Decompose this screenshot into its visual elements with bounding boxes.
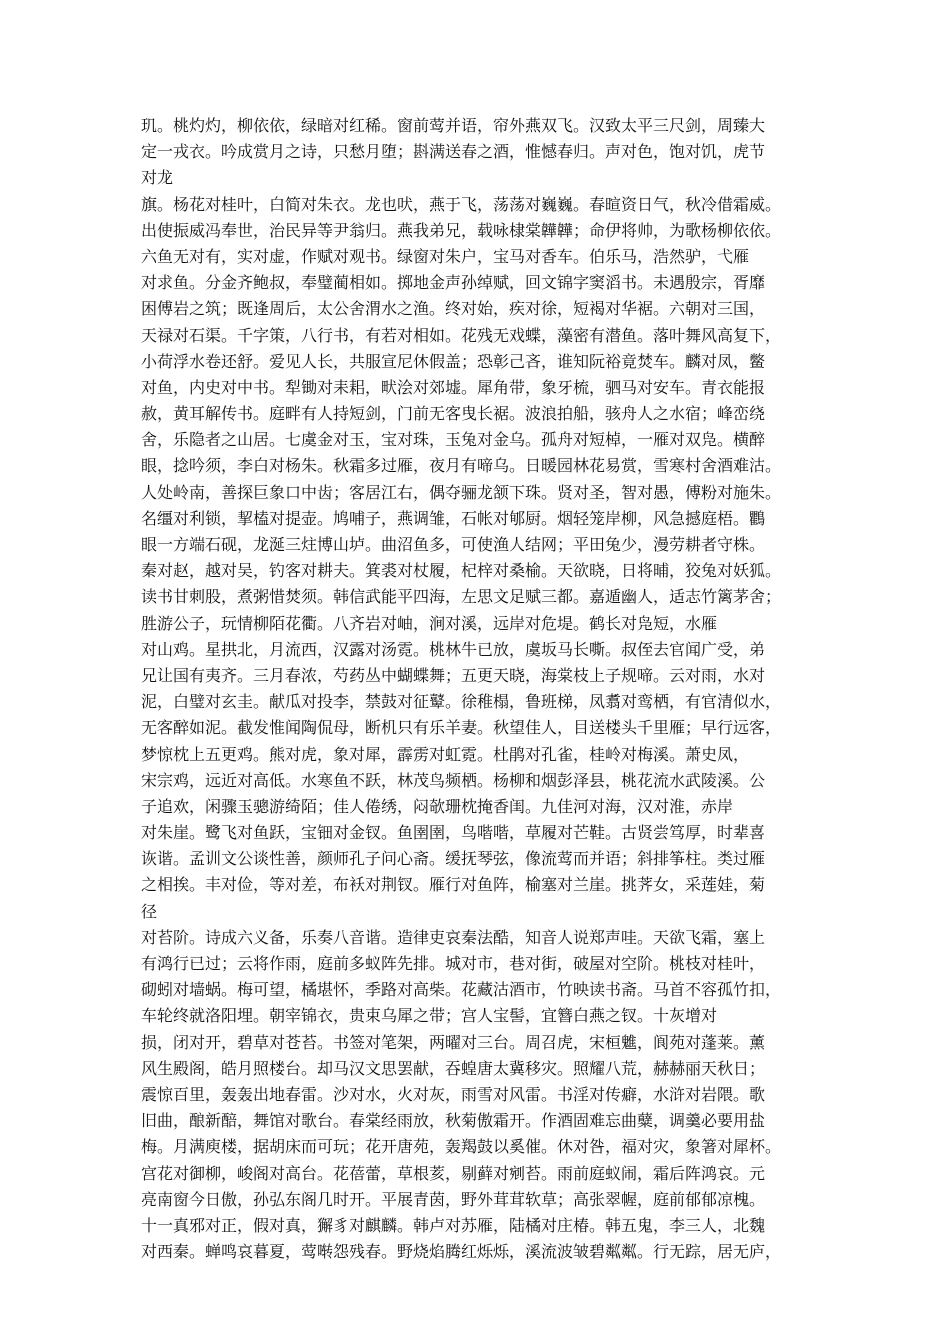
text-line: 读书甘刺股，煮粥惜焚须。韩信武能平四海，左思文足赋三都。嘉遁幽人，适志竹篱茅舍； bbox=[141, 587, 782, 607]
text-line: 眼，捻吟须，李白对杨朱。秋霜多过雁，夜月有啼乌。日暖园林花易赏，雪寒村舍酒难沽。 bbox=[141, 456, 782, 476]
text-line: 人处岭南，善探巨象口中齿；客居江右，偶夺骊龙颔下珠。贤对圣，智对愚，傅粉对施朱。 bbox=[141, 482, 782, 502]
text-line: 十一真邪对正，假对真，獬豸对麒麟。韩卢对苏雁，陆橘对庄椿。韩五鬼，李三人，北魏 bbox=[141, 1215, 766, 1235]
text-line: 亮南窗今日傲，孙弘东阁几时开。平展青茵，野外茸茸软草；高张翠幄，庭前郁郁凉槐。 bbox=[141, 1189, 766, 1209]
text-line: 损，闭对开，碧草对苍苔。书签对笔架，两曜对三台。周召虎，宋桓魋，阆苑对蓬莱。薰 bbox=[141, 1032, 766, 1052]
text-line: 定一戎衣。吟成赏月之诗，只愁月堕；斟满送春之酒，惟憾春归。声对色，饱对饥，虎节 bbox=[141, 142, 766, 162]
text-line: 秦对赵，越对吴，钓客对耕夫。箕裘对杖履，杞梓对桑榆。天欲晓，日将晡，狡兔对妖狐。 bbox=[141, 561, 782, 581]
text-line: 梅。月满庾楼，据胡床而可玩；花开唐苑，轰羯鼓以奚催。休对咎，福对灾，象箸对犀杯。 bbox=[141, 1137, 782, 1157]
text-line: 舍，乐隐者之山居。七虞金对玉，宝对珠，玉兔对金乌。孤舟对短棹，一雁对双凫。横醉 bbox=[141, 430, 766, 450]
text-line: 无客醉如泥。截发惟闻陶侃母，断机只有乐羊妻。秋望佳人，目送楼头千里雁；早行远客， bbox=[141, 718, 782, 738]
text-line: 诙谐。孟训文公谈性善，颜师孔子问心斋。缓抚琴弦，像流莺而并语；斜排筝柱。类过雁 bbox=[141, 849, 766, 869]
text-line: 六鱼无对有，实对虚，作赋对观书。绿窗对朱户，宝马对香车。伯乐马，浩然驴，弋雁 bbox=[141, 246, 750, 266]
text-line: 胜游公子，玩情柳陌花衢。八齐岩对岫，涧对溪，远岸对危堤。鹤长对凫短，水雁 bbox=[141, 613, 718, 633]
text-line: 砌蚓对墙蜗。梅可望，橘堪怀，季路对高柴。花藏沽酒市，竹映读书斋。马首不容孤竹扣， bbox=[141, 980, 782, 1000]
text-line: 宫花对御柳，峻阁对高台。花蓓蕾，草根荄，剔藓对剜苔。雨前庭蚁闹，霜后阵鸿哀。元 bbox=[141, 1163, 766, 1183]
text-line: 困傅岩之筑；既逢周后，太公舍渭水之渔。终对始，疾对徐，短褐对华裾。六朝对三国， bbox=[141, 299, 766, 319]
text-line: 小荷浮水卷还舒。爱见人长，共服宣尼休假盖；恐彰己吝，谁知阮裕竟焚车。麟对凤，鳖 bbox=[141, 351, 766, 371]
text-line: 旧曲，酿新醅，舞馆对歌台。春棠经雨放，秋菊傲霜开。作酒固难忘曲糵，调羹必要用盐 bbox=[141, 1111, 766, 1131]
text-line: 宋宗鸡，远近对高低。水寒鱼不跃，林茂鸟频栖。杨柳和烟彭泽县，桃花流水武陵溪。公 bbox=[141, 770, 766, 790]
text-line: 赦，黄耳解传书。庭畔有人持短剑，门前无客曳长裾。波浪拍船，骇舟人之水宿；峰峦绕 bbox=[141, 404, 766, 424]
text-line: 兄让国有夷齐。三月春浓，芍药丛中蝴蝶舞；五更天晓，海棠枝上子规啼。云对雨，水对 bbox=[141, 665, 766, 685]
text-line: 对西秦。蝉鸣哀暮夏，莺啭怨残春。野烧焰腾红烁烁，溪流波皱碧粼粼。行无踪，居无庐， bbox=[141, 1242, 782, 1262]
text-line: 旗。杨花对桂叶，白简对朱衣。龙也吠，燕于飞，荡荡对巍巍。春暄资日气，秋冷借霜威。 bbox=[141, 194, 782, 214]
text-line: 对鱼，内史对中书。犁锄对耒耜，畎浍对郊墟。犀角带，象牙梳，驷马对安车。青衣能报 bbox=[141, 377, 766, 397]
text-line: 泥，白璧对玄圭。献瓜对投李，禁鼓对征鼙。徐稚榻，鲁班梯，凤翥对鸾栖，有官清似水， bbox=[141, 692, 782, 712]
text-line: 径 bbox=[141, 901, 158, 921]
text-block bbox=[141, 113, 831, 1265]
text-line: 名缰对利锁，挈榼对提壶。鸠哺子，燕调雏，石帐对郇厨。烟轻笼岸柳，风急撼庭梧。鸜 bbox=[141, 508, 766, 528]
text-line: 梦惊枕上五更鸡。熊对虎，象对犀，霹雳对虹霓。杜鹃对孔雀，桂岭对梅溪。萧史凤， bbox=[141, 744, 750, 764]
text-line: 对山鸡。星拱北，月流西，汉露对汤霓。桃林牛已放，虞坂马长嘶。叔侄去官闻广受，弟 bbox=[141, 639, 766, 659]
text-line: 天禄对石渠。千字策，八行书，有若对相如。花残无戏蝶，藻密有潜鱼。落叶舞风高复下， bbox=[141, 325, 782, 345]
text-line: 震惊百里，轰轰出地春雷。沙对水，火对灰，雨雪对风雷。书淫对传癖，水浒对岩隈。歌 bbox=[141, 1084, 766, 1104]
text-line: 出使振威冯奉世，治民异等尹翁归。燕我弟兄，载咏棣棠韡韡；命伊将帅，为歌杨柳依依。 bbox=[141, 220, 782, 240]
text-line: 风生殿阁，皓月照楼台。却马汉文思罢献，吞蝗唐太冀移灾。照耀八荒，赫赫丽天秋日； bbox=[141, 1058, 766, 1078]
text-line: 之相挨。丰对俭，等对差，布袄对荆钗。雁行对鱼阵，榆塞对兰崖。挑荠女，采莲娃，菊 bbox=[141, 875, 766, 895]
text-line: 眼一方端石砚，龙涎三炷博山垆。曲沼鱼多，可使渔人结网；平田兔少，漫劳耕者守株。 bbox=[141, 535, 766, 554]
text-line: 有鸿行已过；云将作雨，庭前多蚁阵先排。城对市，巷对街，破屋对空阶。桃枝对桂叶， bbox=[141, 954, 766, 973]
text-line: 子追欢，闲骤玉骢游绮陌；佳人倦绣，闷欹珊枕掩香闺。九佳河对海，汉对淮，赤岸 bbox=[141, 796, 734, 816]
text-line: 对龙 bbox=[141, 168, 174, 188]
text-line: 对苔阶。诗成六义备，乐奏八音谐。造律吏哀秦法酷，知音人说郑声哇。天欲飞霜，塞上 bbox=[141, 927, 766, 947]
text-line: 玑。桃灼灼，柳依依，绿暗对红稀。窗前莺并语，帘外燕双飞。汉致太平三尺剑，周臻大 bbox=[141, 116, 766, 135]
text-line: 对求鱼。分金齐鲍叔，奉璧蔺相如。掷地金声孙绰赋，回文锦字窦滔书。未遇殷宗，胥靡 bbox=[141, 273, 766, 293]
text-line: 车轮终就洛阳埋。朝宰锦衣，贵束乌犀之带；宫人宝髻，宜簪白燕之钗。十灰增对 bbox=[141, 1006, 718, 1026]
text-line: 对朱崖。鹭飞对鱼跃，宝钿对金钗。鱼圉圉，鸟喈喈，草履对芒鞋。古贤尝笃厚，时辈喜 bbox=[141, 823, 766, 843]
